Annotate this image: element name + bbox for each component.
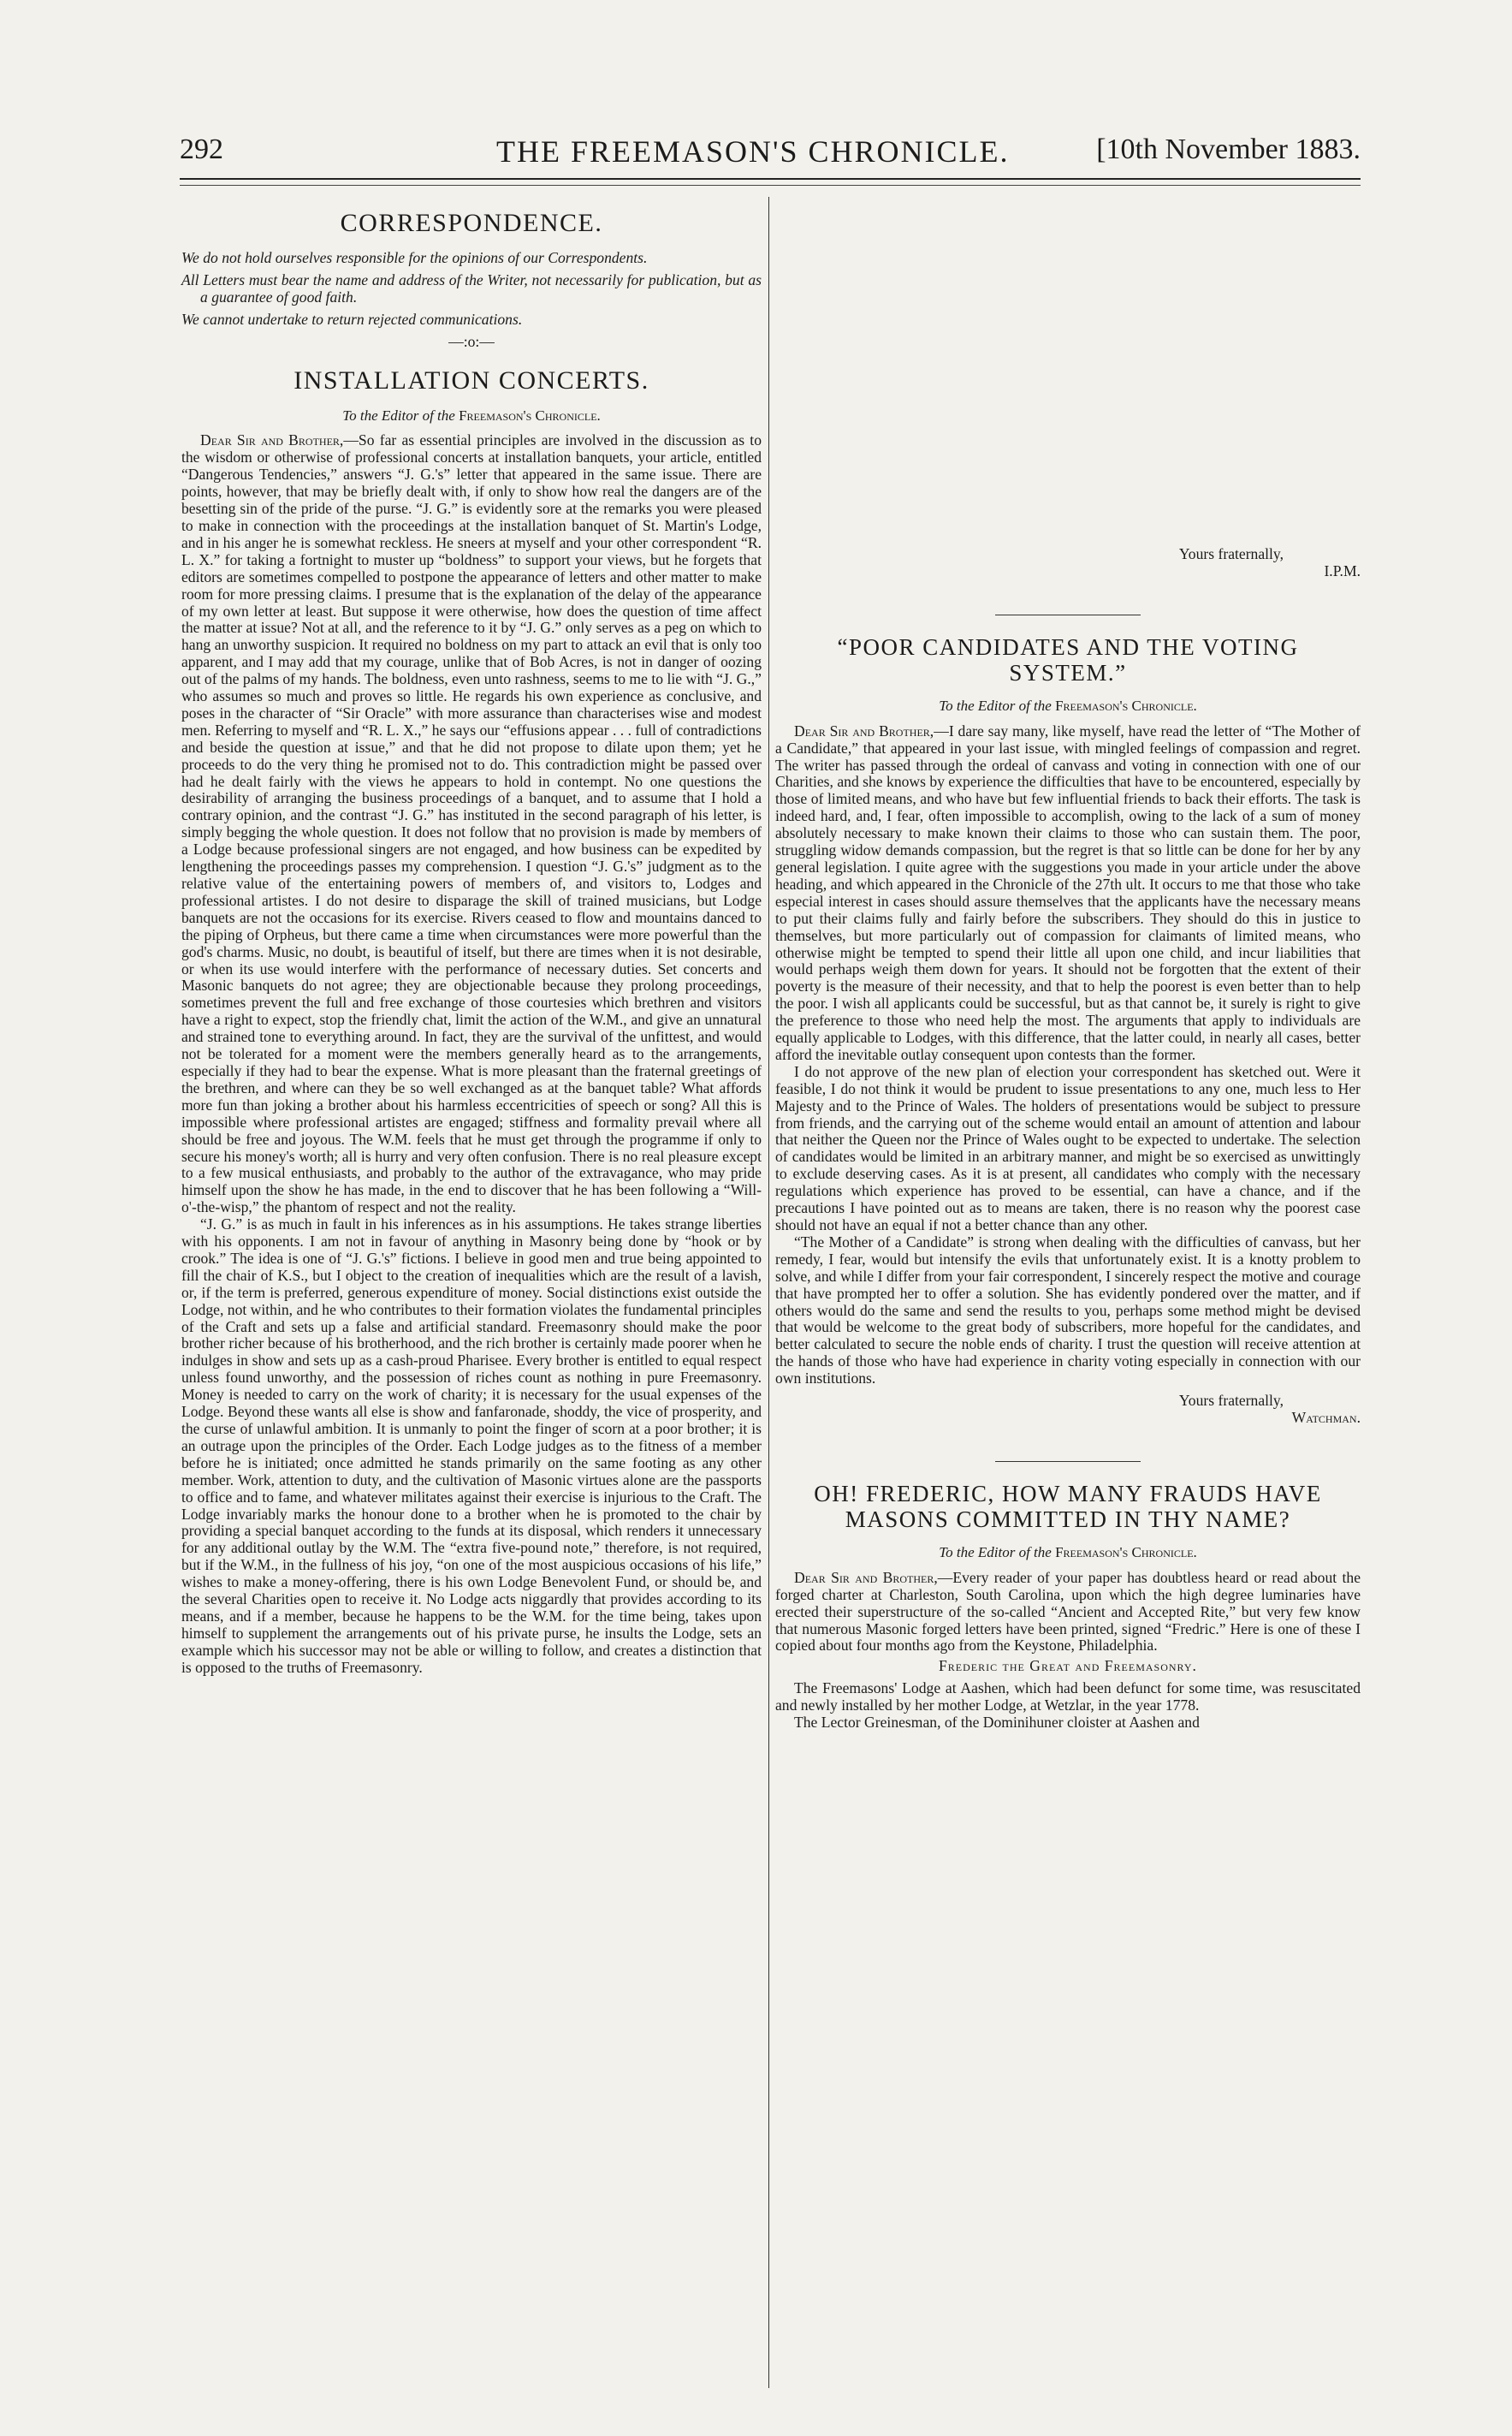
installation-concerts-heading: INSTALLATION CONCERTS. (294, 365, 649, 395)
divider-rule (995, 1461, 1141, 1462)
letter-paragraph: “J. G.” is as much in fault in his inferences as in his assumptions. He takes strange liberties with his opponents. I am not in favour of anything in Masonry being done by “hook or by crook.” The idea is one of “J. G.'s” fictions. I believe in good men and true being appointed to fill the chair of K.S., but I object to the creation of inequalities which are the result of a lavish, or, if the term is preferred, generous expenditure of money. Social distinctions exist outside the Lodge, not within, and he who contributes to their formation violates the fundamental principles of the Craft and sets up a false and artificial standard. Freemasonry should make the poor brother richer because of his brotherhood, and the rich brother is certainly made poorer when he indulges in show and sets up as a cash-proud Pharisee. Every brother is entitled to equal respect unless found unworthy, and the possession of riches count as nothing in pure Freemasonry. Money is needed to carry on the work of charity; it is necessary for the usual expenses of the Lodge. Beyond these wants all else is show and fanfaronade, shoddy, the vice of prosperity, and the curse of unlawful ambition. It is unmanly to point the finger of scorn at a poor brother; it is an outrage upon the principles of the Order. Each Lodge judges as to the fitness of a member before he is initiated; once admitted he stands primarily on the same footing as any other member. Work, attention to duty, and the cultivation of Masonic virtues alone are the passports to office and to fame, and whatever militates against their exercise is injurious to the Craft. The Lodge invariably marks the honour done to a brother when he is promoted to the chair by providing a special banquet according to the funds at its disposal, which renders it unnecessary for any additional outlay by the W.M. The “extra five-pound note,” therefore, is not required, but if the W.M., in the fullness of his joy, “on one of the most auspicious occasions of his life,” wishes to make a money-offering, there is his own Lodge Benevolent Fund, or should be, and the several Charities open to receive it. No Lodge acts niggardly that provides according to its means, and if a member, because he happens to be the W.M. for the time being, takes upon himself to supplement the arrangements out of his private purse, he insults the Lodge, sets an example which his successor may not be able or willing to follow, and creates a distinction that is opposed to the truths of Freemasonry. (181, 1215, 762, 1676)
paper-title: THE FREEMASON'S CHRONICLE. (496, 134, 1010, 169)
salutation: Dear Sir and Brother, (200, 431, 344, 449)
issue-date: [10th November 1883. (1096, 134, 1361, 165)
signoff: Yours fraternally, (1178, 1392, 1284, 1410)
letter-paragraph: Dear Sir and Brother,—Every reader of your paper has doubtless heard or read about the forged charter at Charleston, South Carolina, upon which the high degree luminaries have erected their superstructure of the so-called “Ancient and Accepted Rite,” but very few know that numerous Masonic forged letters have been printed, signed “Fredric.” Here is one of these I copied about four months ago from the Keystone, Philadelphia. (775, 1568, 1361, 1655)
left-column (181, 195, 762, 1677)
masthead-rule (180, 185, 1361, 186)
salutation: Dear Sir and Brother, (794, 722, 934, 740)
salutation: Dear Sir and Brother, (794, 1568, 938, 1586)
signature: Watchman. (1291, 1408, 1361, 1426)
signoff: Yours fraternally, (1178, 545, 1284, 562)
notice-rejected: We cannot undertake to return rejected communications. (181, 310, 523, 328)
editor-line: To the Editor of the Freemason's Chronicle. (939, 697, 1197, 714)
signature: I.P.M. (1324, 561, 1361, 579)
column-divider (768, 197, 769, 2388)
notice-letters: All Letters must bear the name and address of the Writer, not necessarily for publication, but as a guarantee of good faith. (181, 270, 762, 306)
letter-paragraph: The Freemasons' Lodge at Aashen, which had been defunct for some time, was resuscitated and newly installed by her mother Lodge, at Wetzlar, in the year 1778. (775, 1679, 1361, 1714)
letter-paragraph: The Lector Greinesman, of the Dominihuner cloister at Aashen and (794, 1714, 1200, 1732)
letter-paragraph: Dear Sir and Brother,—I dare say many, like myself, have read the letter of “The Mother of a Candidate,” that appeared in your last issue, with mingled feelings of compassion and regret. The writer has passed through the ordeal of canvass and voting in connection with one of our Charities, and she knows by experience the difficulties that have to be encountered, especially by those of limited means, and who have but few influential friends to back their efforts. The task is indeed hard, and, I fear, often impossible to accomplish, owing to the lack of a sum of money absolutely necessary to make known their claims to those who can sustain them. The poor, struggling widow demands compassion, but the regret is that so little can be done for her by any general legislation. I quite agree with the suggestions you made in your article under the above heading, and which appeared in the Chronicle of the 27th ult. It occurs to me that those who take especial interest in cases should assure themselves that the applicants have the necessary means to put their claims fully and fairly before the subscribers. They should do this in justice to themselves, but more particularly out of compassion for claimants of limited means, who otherwise might be tempted to spend their little all upon one child, and incur liabilities that would perhaps weigh them down for years. It should not be forgotten that the extent of their poverty is the measure of their necessity, and that to help the poorest is even better than to help the poor. I wish all applicants could be successful, but as that cannot be, it surely is right to give the preference to those who need help the most. The arguments that apply to individuals are equally applicable to Lodges, with this difference, that the latter could, in nearly all cases, better afford the inevitable outlay consequent upon contests than the former. (775, 722, 1361, 1063)
letter-paragraph: I do not approve of the new plan of election your correspondent has sketched out. Were it feasible, I do not think it would be prudent to issue presentations to any one, much less to Her Majesty and to the Prince of Wales. The holders of presentations would be subject to pressure from friends, and the carrying out of the scheme would entail an amount of attention and labour that neither the Queen nor the Prince of Wales ought to be expected to undertake. The selection of candidates would be limited in an arbitrary manner, and might be so exercised as unwittingly to exclude deserving cases. As it is at present, all candidates who comply with the necessary regulations which experience has proved to be essential, can have a chance, and if the precautions I have pointed out as to means are taken, there is no reason why the poorest case should not have an equal if not a better chance than any other. (775, 1062, 1361, 1233)
masthead (180, 134, 1361, 180)
right-column (775, 195, 1361, 1732)
notice-responsibility: We do not hold ourselves responsible for the opinions of our Correspondents. (181, 249, 648, 266)
frederic-subhead: Frederic the Great and Freemasonry. (939, 1657, 1197, 1675)
page-number: 292 (180, 134, 223, 165)
letter-paragraph: “The Mother of a Candidate” is strong when dealing with the difficulties of canvass, but her remedy, I fear, would but intensify the evils that unfortunately exist. It is a knotty problem to solve, and while I differ from your fair correspondent, I sincerely respect the motive and courage that have prompted her to offer a solution. She has evidently pondered over the matter, and if others would do the same and send the results to you, perhaps some method might be devised that would be welcome to the great body of subscribers, more hopeful for the candidates, and better calculated to secure the noble ends of charity. I trust the question will receive attention at the hands of those who have had experience in charity voting especially in connection with our own institutions. (775, 1233, 1361, 1387)
continued-text-space (775, 195, 1361, 541)
correspondence-heading: CORRESPONDENCE. (340, 209, 603, 237)
letter-paragraph: Dear Sir and Brother,—So far as essential principles are involved in the discussion as to the wisdom or otherwise of professional concerts at installation banquets, your article, entitled “Dangerous Tendencies,” answers “J. G.'s” letter that appeared in the same issue. There are points, however, that may be briefly dealt with, if only to show how real the dangers are of the besetting sin of the pride of the purse. “J. G.” is evidently sore at the remarks you were pleased to make in connection with the proceedings at the installation banquet of St. Martin's Lodge, and in his anger he is somewhat reckless. He sneers at myself and your other correspondent “R. L. X.” for taking a fortnight to muster up “boldness” to support your views, but he forgets that editors are sometimes compelled to postpone the appearance of letters and other matter to make room for more pressing claims. I presume that is the explanation of the delay of the appearance of my own letter at least. But suppose it were otherwise, how does the question of time affect the matter at issue? Not at all, and the reference to it by “J. G.” only serves as a peg on which to hang an unworthy suspicion. It required no boldness on my part to attack an evil that is only too apparent, and I may add that my courage, unlike that of Bob Acres, is not in danger of oozing out of the palms of my hands. The boldness, even unto rashness, seems to me to lie with “J. G.,” who assumes so much and proves so little. He regards his own experience as conclusive, and poses in the character of “Sir Oracle” with more assurance than characterises wise and modest men. Referring to myself and “R. L. X.,” he says our “effusions appear . . . full of contradictions and beside the question at issue,” and that he did not propose to dilate upon them; yet he proceeds to do the very thing he promised not to do. This contradiction might be passed over had he dealt fairly with the views he appears to hold in contempt. No one questions the desirability of arranging the business proceedings of a banquet, and to assume that I hold a contrary opinion, and the contrast “J. G.” has instituted in the second paragraph of his letter, is simply begging the whole question. It does not follow that no provision is made by members of a Lodge because professional singers are not engaged, and how business can be expedited by lengthening the proceedings passes my comprehension. I question “J. G.'s” judgment as to the relative value of the entertaining powers of members of, and visitors to, Lodges and professional artistes. I do not desire to disparage the skill of trained musicians, but Lodge banquets are not the occasions for its exercise. Rivers ceased to flow and mountains danced to the piping of Orpheus, but there came a time when circumstances were more powerful than the god's charms. Music, no doubt, is beautiful of itself, but there are times when it is not desirable, or when its use would interfere with the performance of necessary duties. Set concerts and Masonic banquets do not agree; they are objectionable because they prolong proceedings, sometimes prevent the full and free exchange of those courtesies which brethren and visitors have a right to expect, stop the friendly chat, limit the action of the W.M., and give an unnatural and strained tone to everything around. In fact, they are the survival of the unfittest, and would not be tolerated for a moment were the members generally heard as to the arrangements, especially if they had to bear the expense. What is more pleasant than the fraternal greetings of the brethren, and where can they be so well exchanged as at the banquet table? What affords more fun than joking a brother about his harmless eccentricities of speech or song? All this is impossible where professional artistes are engaged; stiffness and formality prevail where all should be free and joyous. The W.M. feels that he must get through the programme if only to secure his money's worth; all is hurry and very often confusion. There is no real pleasure except to a few musical enthusiasts, and probably to the author of the extravagance, who may pride himself upon the show he has made, in the end to discover that he has been following a “Will-o'-the-wisp,” the phantom of respect and not the reality. (181, 431, 762, 1216)
section-separator: —:o:— (448, 332, 495, 350)
poor-candidates-heading: “POOR CANDIDATES AND THE VOTING SYSTEM.” (837, 633, 1299, 686)
editor-line: To the Editor of the Freemason's Chronicle. (342, 407, 601, 424)
frederic-heading: OH! FREDERIC, HOW MANY FRAUDS HAVE MASONS COMMITTED IN THY NAME? (814, 1480, 1322, 1532)
editor-line: To the Editor of the Freemason's Chronicle. (939, 1543, 1197, 1560)
